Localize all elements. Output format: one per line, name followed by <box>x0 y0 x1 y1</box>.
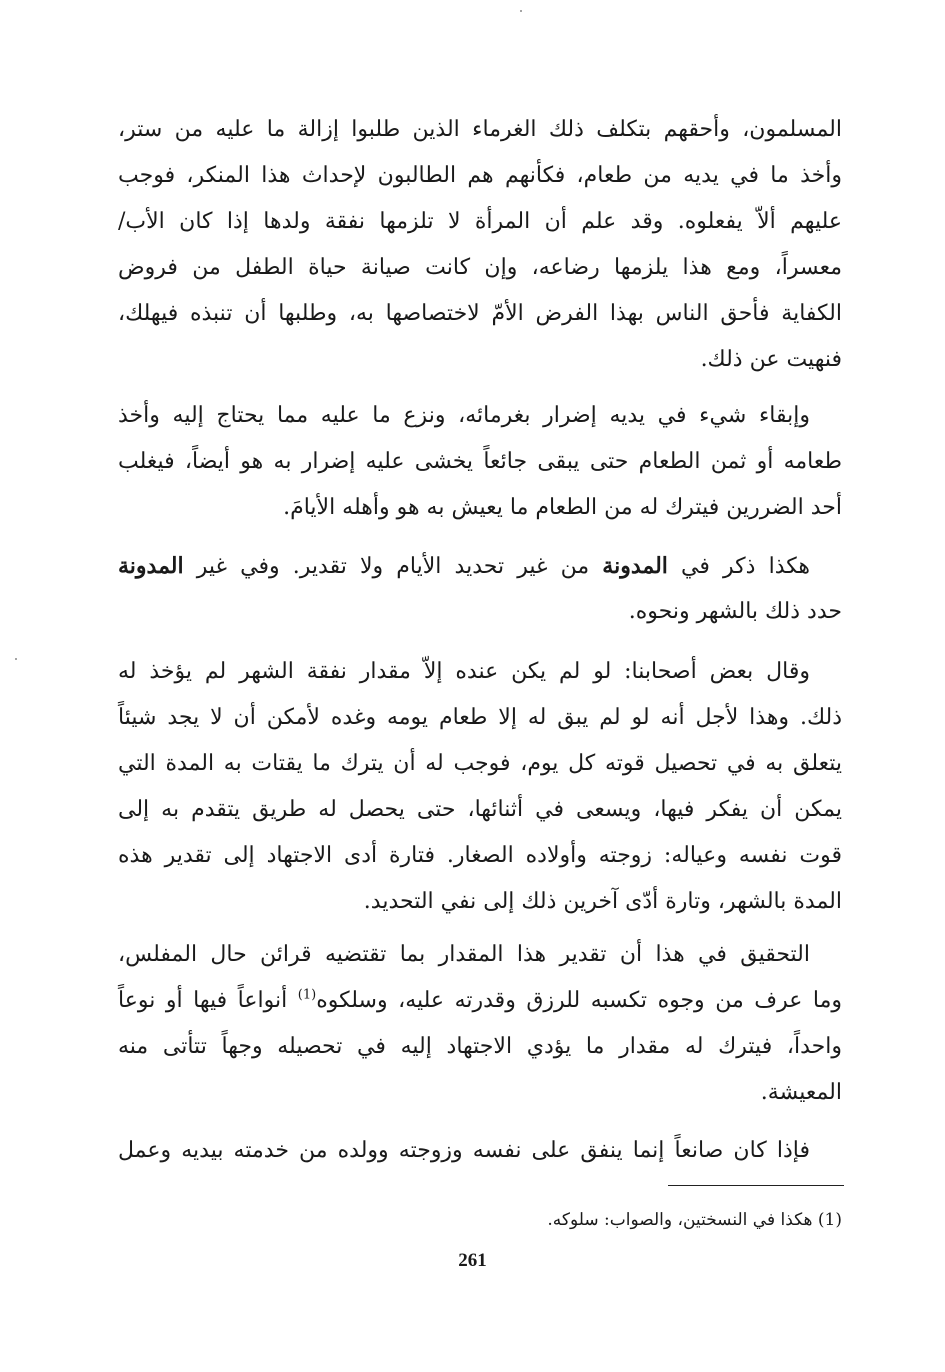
paragraph-4-line-6: المدة بالشهر، وتارة أدّى آخرين ذلك إلى نفي التحديد. <box>363 889 842 914</box>
paragraph-3-line-2: حدد ذلك بالشهر ونحوه. <box>628 599 842 624</box>
paragraph-1-line-5: الكفاية فأحق الناس بهذا الفرض الأمّ لاختصاصها به، وطلبها أن تنبذه فيهلك، <box>118 301 842 326</box>
paragraph-1-line-2: وأخذ ما في يديه من طعام، فكأنهم هم الطالبون لإحداث هذا المنكر، فوجب <box>118 163 842 188</box>
footnote-text: هكذا في النسختين، والصواب: سلوكه. <box>547 1210 813 1230</box>
footnote-separator <box>668 1185 844 1186</box>
book-title-mudawwana: المدونة <box>602 553 668 579</box>
paragraph-2 <box>118 393 842 531</box>
paragraph-1-line-6: فنهيت عن ذلك. <box>700 347 842 372</box>
paragraph-6 <box>118 1128 842 1174</box>
paragraph-2-line-1: وإبقاء شيء في يديه إضرار بغرمائه، ونزع ما عليه مما يحتاج إليه وأخذ <box>118 403 810 428</box>
paragraph-3-text-b: من غير تحديد الأيام ولا تقدير. وفي غير <box>183 554 603 579</box>
paragraph-3 <box>118 543 842 635</box>
paragraph-5-line-1: التحقيق في هذا أن تقدير هذا المقدار بما تقتضيه قرائن حال المفلس، <box>118 942 810 967</box>
footnote <box>118 1200 842 1240</box>
paragraph-2-line-2: طعامه أو ثمن الطعام حتى يبقى جائعاً يخشى عليه إضرار به هو أيضاً، فيغلب <box>118 449 842 474</box>
paragraph-4 <box>118 649 842 925</box>
paragraph-5-line-2 <box>118 978 842 1024</box>
paragraph-5-text-b: أنواعاً فيها أو نوعاً <box>118 988 298 1013</box>
paragraph-5-text-a: وما عرف من وجوه تكسبه للرزق وقدرته عليه، وسلكوه <box>316 988 843 1013</box>
paragraph-1-line-3: عليهم ألاّ يفعلوه. وقد علم أن المرأة لا تلزمها نفقة ولدها إذا كان الأب/ <box>118 209 842 234</box>
paragraph-4-line-3: يتعلق به في تحصيل قوته كل يوم، فوجب له أن يترك ما يقتات به المدة التي <box>118 751 842 776</box>
paragraph-3-text-a: هكذا ذكر في <box>667 554 811 579</box>
paragraph-5-line-3: واحداً، فيترك له مقدار ما يؤدي الاجتهاد إليه في تحصيله وجهاً تتأتى منه <box>118 1034 842 1059</box>
paragraph-5 <box>118 932 842 1116</box>
paragraph-4-line-2: ذلك. وهذا لأجل أنه لو لم يبق له إلا طعام يومه وغده لأمكن أن لا يجد شيئاً <box>118 705 842 730</box>
paragraph-4-line-5: قوت نفسه وعياله: زوجته وأولاده الصغار. فتارة أدى الاجتهاد إلى تقدير هذه <box>118 843 842 868</box>
paragraph-1-line-4: معسراً، ومع هذا يلزمها رضاعه، وإن كانت صيانة حياة الطفل من فروض <box>118 255 842 280</box>
paragraph-6-line-1: فإذا كان صانعاً إنما ينفق على نفسه وزوجته وولده من خدمته بيديه وعمل <box>118 1138 810 1163</box>
paragraph-4-line-1: وقال بعض أصحابنا: لو لم يكن عنده إلاّ مقدار نفقة الشهر لم يؤخذ له <box>118 659 810 684</box>
footnote-marker: (1) <box>817 1210 842 1230</box>
paragraph-1-line-1: المسلمون، وأحقهم بتكلف ذلك الغرماء الذين طلبوا إزالة ما عليه من ستر، <box>118 117 842 142</box>
book-title-mudawwana-2: المدونة <box>118 553 184 579</box>
paragraph-4-line-4: يمكن أن يفكر فيها، ويسعى في أثنائها، حتى يحصل له طريق يتقدم به إلى <box>118 797 842 822</box>
paragraph-2-line-3: أحد الضررين فيترك له من الطعام ما يعيش به هو وأهله الأيامَ. <box>283 495 842 520</box>
page-number: 261 <box>458 1250 487 1271</box>
paragraph-5-line-4: المعيشة. <box>760 1080 842 1105</box>
footnote-reference[interactable]: (1) <box>297 987 317 1003</box>
paragraph-3-line-1 <box>118 543 842 589</box>
paragraph-1 <box>118 107 842 383</box>
scan-speck <box>15 658 17 660</box>
scan-speck <box>520 10 522 12</box>
